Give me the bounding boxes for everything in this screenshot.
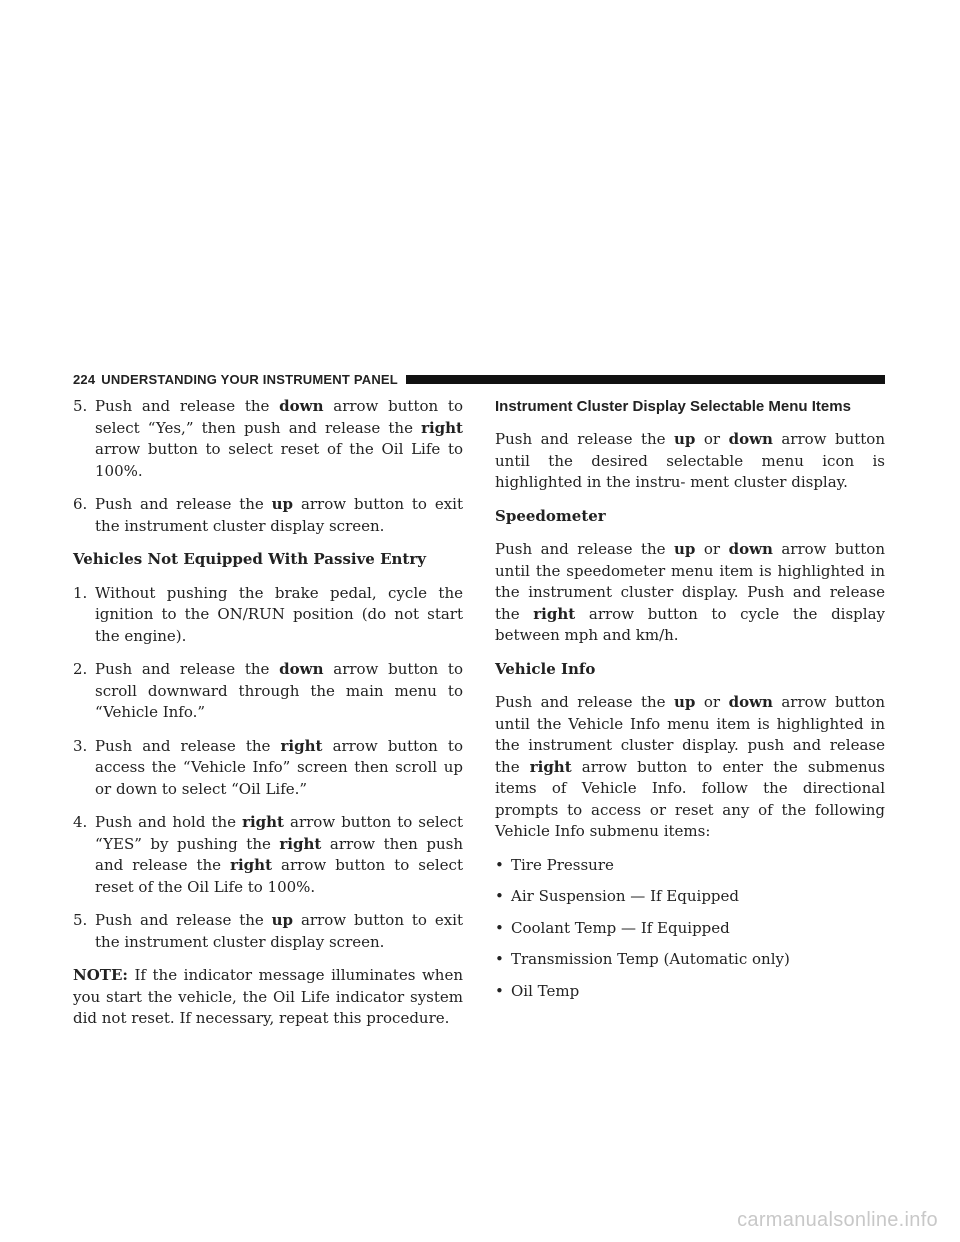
list-item: • Air Suspension — If Equipped: [495, 886, 885, 908]
speedometer-paragraph: Push and release the up or down arrow button until the speedometer menu item is highlighted in the instrument cluster display. Push and release the right arrow button to cycle the display between mph and km/h.: [495, 540, 885, 644]
step-5-exit: 5. Push and release the up arrow button to exit the instrument cluster display screen.: [73, 911, 463, 951]
section-heading: Instrument Cluster Display Selectable Menu Items: [495, 398, 851, 415]
note-label: NOTE:: [73, 966, 128, 984]
list-item: • Transmission Temp (Automatic only): [495, 949, 885, 971]
vehicle-info-heading: Vehicle Info: [495, 659, 596, 678]
step-1-ignition: 1. Without pushing the brake pedal, cycle the ignition to the ON/RUN position (do not start the engine).: [73, 583, 463, 645]
list-item: • Coolant Temp — If Equipped: [495, 918, 885, 940]
bullet-icon: •: [495, 981, 504, 1000]
page-number: 224: [73, 371, 96, 387]
subheading-no-passive-entry: Vehicles Not Equipped With Passive Entry: [73, 550, 426, 568]
step-4-hold-right: 4. Push and hold the right arrow button to select “YES” by pushing the right arrow then push and release the right arrow button to select reset of the Oil Life to 100%.: [73, 813, 463, 896]
note-paragraph: NOTE: If the indicator message illuminates when you start the vehicle, the Oil Life indicator system did not reset. If necessary, repeat this procedure.: [73, 966, 463, 1027]
step-2-scroll: 2. Push and release the down arrow button to scroll downward through the main menu to “Vehicle Info.”: [73, 660, 463, 721]
step-6-exit: 6. Push and release the up arrow button to exit the instrument cluster display screen.: [73, 495, 463, 535]
bullet-icon: •: [495, 918, 504, 937]
list-item: • Tire Pressure: [495, 855, 885, 877]
watermark: carmanualsonline.info: [737, 1209, 938, 1231]
left-column: [73, 396, 463, 1042]
speedometer-heading: Speedometer: [495, 506, 606, 525]
vehicle-info-paragraph: Push and release the up or down arrow button until the Vehicle Info menu item is highlighted in the instrument cluster display. push and release the right arrow button to enter the submenus items of Vehicle Info. follow the directional prompts to access or reset any of the following Vehicle Info submenu items:: [495, 693, 885, 840]
step-3-access-vehicle-info: 3. Push and release the right arrow button to access the “Vehicle Info” screen then scroll up or down to select “Oil Life.”: [73, 736, 463, 798]
bullet-icon: •: [495, 887, 504, 905]
header-rule: [406, 375, 885, 384]
list-item: • Oil Temp: [495, 981, 885, 1003]
bullet-icon: •: [495, 950, 504, 968]
page-header: [73, 370, 885, 388]
step-5-reset-oil-life: 5. Push and release the down arrow button to select “Yes,” then push and release the right arrow button to select reset of the Oil Life to 100%.: [73, 397, 463, 480]
intro-paragraph: Push and release the up or down arrow button until the desired selectable menu icon is highlighted in the instru- ment cluster display.: [495, 430, 885, 491]
section-title: UNDERSTANDING YOUR INSTRUMENT PANEL: [101, 371, 398, 387]
right-column: [495, 396, 885, 1012]
bullet-icon: •: [495, 855, 504, 874]
